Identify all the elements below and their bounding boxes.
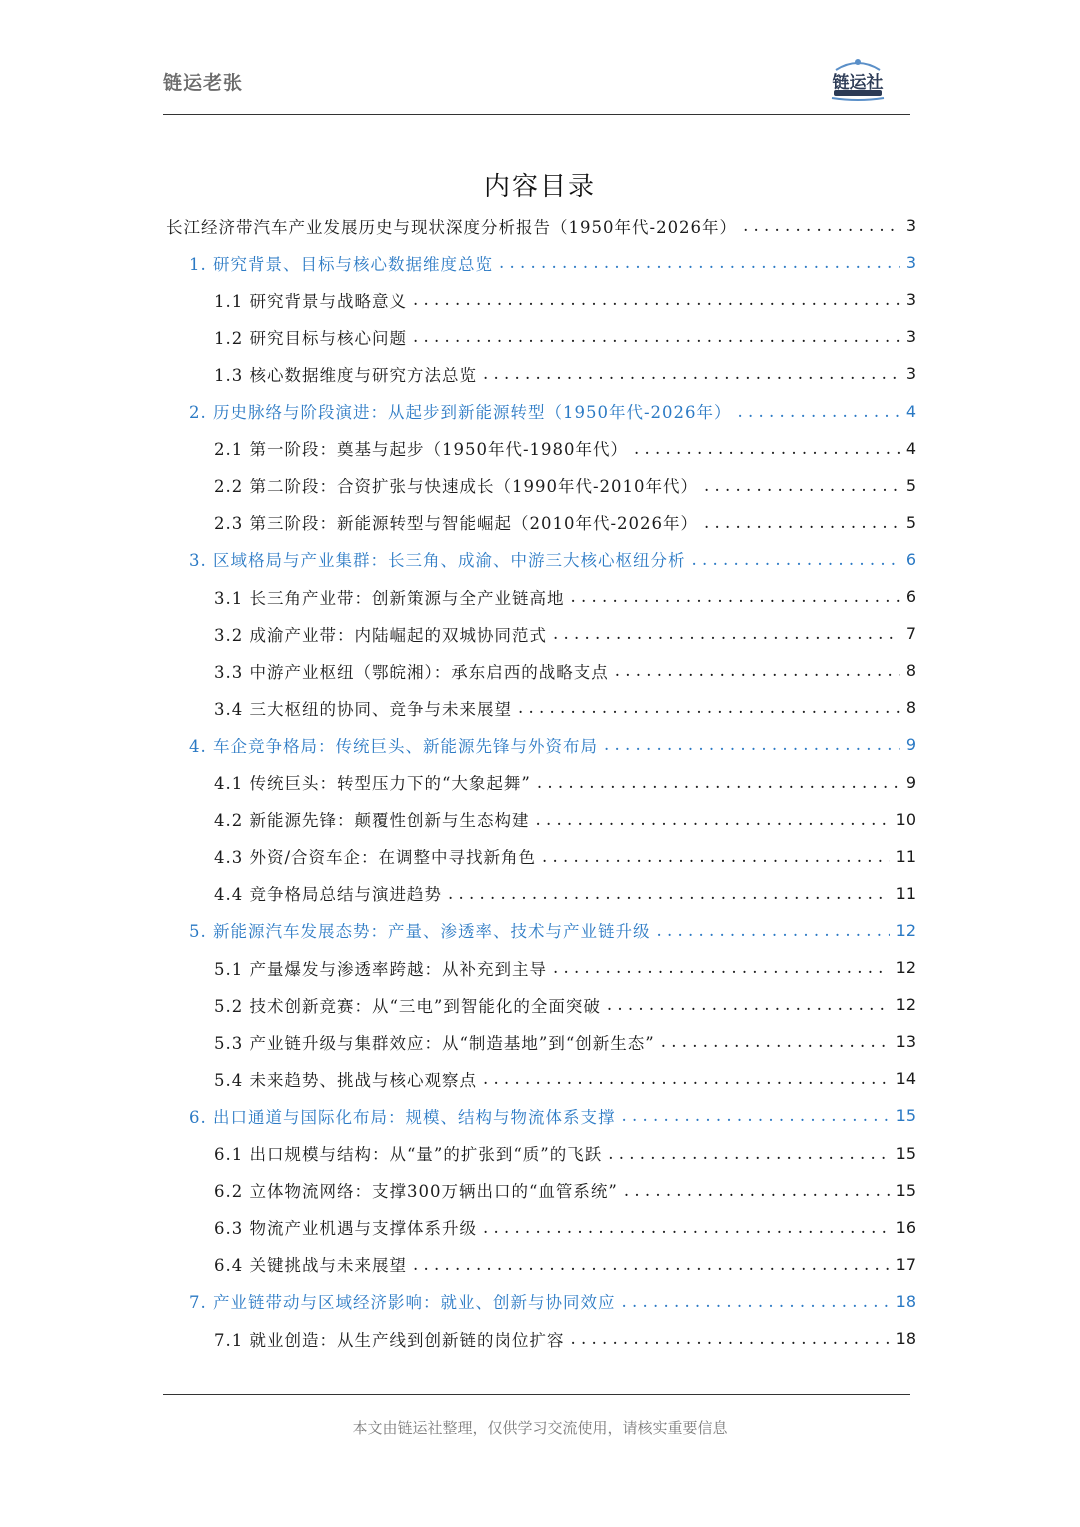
toc-entry-title: 4.4 竞争格局总结与演进趋势 (214, 885, 442, 905)
toc-leader-dots (608, 1144, 889, 1163)
logo-text: 链运社 (832, 73, 884, 93)
toc-entry-page: 10 (895, 809, 916, 829)
toc-entry[interactable] (214, 1023, 916, 1060)
toc-entry-page: 15 (895, 1180, 916, 1200)
toc-leader-dots (542, 847, 890, 866)
toc-leader-dots (622, 1292, 890, 1311)
toc-entry-title: 1.1 研究背景与战略意义 (214, 291, 407, 311)
logo (826, 56, 890, 102)
toc-entry-title: 6.4 关键挑战与未来展望 (214, 1256, 407, 1276)
toc-entry[interactable] (214, 1246, 916, 1283)
toc-leader-dots (571, 587, 900, 606)
toc-leader-dots (448, 884, 890, 903)
toc-entry-page: 3 (905, 364, 916, 384)
footer-note: 本文由链运社整理，仅供学习交流使用，请核实重要信息 (352, 1419, 728, 1437)
toc-entry-page: 6 (905, 549, 916, 569)
toc-entry-page: 3 (905, 253, 916, 273)
toc-entry-page: 7 (905, 624, 916, 644)
toc-leader-dots (704, 476, 900, 495)
toc-leader-dots (743, 216, 900, 235)
toc-leader-dots (553, 624, 900, 643)
toc-entry[interactable] (214, 875, 916, 912)
toc-entry[interactable] (214, 1320, 916, 1357)
toc-leader-dots (622, 1106, 890, 1125)
toc-entry[interactable] (214, 1209, 916, 1246)
toc-entry-page: 11 (895, 883, 916, 903)
toc-entry-page: 9 (905, 735, 916, 755)
toc-entry[interactable] (214, 355, 916, 392)
toc-entry-page: 4 (905, 438, 916, 458)
toc-entry-page: 4 (905, 401, 916, 421)
toc-leader-dots (692, 550, 900, 569)
toc-leader-dots (518, 698, 900, 717)
toc-entry[interactable] (189, 912, 916, 949)
toc-entry-page: 14 (895, 1069, 916, 1089)
toc-leader-dots (553, 958, 890, 977)
toc-entry-title: 2.2 第二阶段：合资扩张与快速成长（1990年代-2010年代） (214, 477, 699, 497)
toc-entry[interactable] (189, 393, 916, 430)
toc-leader-dots (624, 1181, 890, 1200)
toc-entry[interactable] (214, 615, 916, 652)
toc-entry-title: 5.4 未来趋势、挑战与核心观察点 (214, 1070, 477, 1090)
toc-leader-dots (483, 1218, 890, 1237)
toc-entry-title: 3.2 成渝产业带：内陆崛起的双城协同范式 (214, 625, 547, 645)
toc-entry-page: 5 (905, 512, 916, 532)
toc-entry-page: 8 (905, 698, 916, 718)
toc-entry[interactable] (189, 1283, 916, 1320)
toc-leader-dots (413, 327, 900, 346)
toc-entry-page: 6 (905, 587, 916, 606)
toc-entry-title: 长江经济带汽车产业发展历史与现状深度分析报告（1950年代-2026年） (166, 217, 738, 237)
toc-entry[interactable] (189, 541, 916, 578)
toc-leader-dots (634, 439, 900, 458)
toc-entry-page: 15 (895, 1143, 916, 1163)
toc-leader-dots (704, 513, 900, 532)
toc-entry-page: 13 (895, 1032, 916, 1052)
toc-entry-page: 12 (895, 920, 916, 940)
toc-entry-title: 2.3 第三阶段：新能源转型与智能崛起（2010年代-2026年） (214, 514, 699, 534)
toc-leader-dots (413, 290, 900, 309)
toc-entry[interactable] (214, 430, 916, 467)
toc-entry-page: 18 (895, 1291, 916, 1311)
brand-name: 链运老张 (163, 72, 244, 94)
page-header (0, 0, 1080, 116)
toc-entry[interactable] (189, 726, 916, 763)
toc-entry-page: 5 (905, 475, 916, 495)
toc-entry-title: 1.3 核心数据维度与研究方法总览 (214, 365, 477, 385)
toc-entry-title: 7. 产业链带动与区域经济影响：就业、创新与协同效应 (189, 1293, 616, 1313)
toc-entry-title: 2. 历史脉络与阶段演进：从起步到新能源转型（1950年代-2026年） (189, 403, 732, 422)
toc-entry-title: 3.1 长三角产业带：创新策源与全产业链高地 (214, 588, 565, 608)
toc-entry-title: 1. 研究背景、目标与核心数据维度总览 (189, 254, 493, 274)
toc-entry-title: 4.1 传统巨头：转型压力下的“大象起舞” (214, 774, 531, 793)
toc-entry[interactable] (214, 801, 916, 838)
toc-entry-page: 3 (905, 216, 916, 235)
toc-entry-title: 4.2 新能源先锋：颠覆性创新与生态构建 (214, 811, 530, 831)
toc-entry[interactable] (214, 689, 916, 726)
toc-entry-page: 3 (905, 327, 916, 347)
footer-divider (163, 1394, 910, 1395)
toc-leader-dots (536, 810, 890, 829)
toc-leader-dots (571, 1329, 890, 1348)
toc-entry-title: 1.2 研究目标与核心问题 (214, 328, 407, 348)
toc-entry-title: 4. 车企竞争格局：传统巨头、新能源先锋与外资布局 (189, 736, 598, 756)
toc-entry[interactable] (214, 1135, 916, 1172)
toc-entry[interactable] (214, 764, 916, 801)
toc-leader-dots (483, 364, 900, 383)
toc-entry-title: 3.4 三大枢纽的协同、竞争与未来展望 (214, 699, 512, 719)
toc-entry-title: 4.3 外资/合资车企：在调整中寻找新角色 (214, 848, 537, 868)
toc-entry-page: 18 (895, 1329, 916, 1348)
toc-entry[interactable] (214, 949, 916, 986)
toc-entry[interactable] (214, 467, 916, 504)
toc-entry-page: 12 (895, 995, 916, 1015)
toc-entry[interactable] (214, 652, 916, 689)
toc-entry[interactable] (214, 504, 916, 541)
toc-entry-title: 6.1 出口规模与结构：从“量”的扩张到“质”的飞跃 (214, 1145, 603, 1164)
toc-entry-page: 17 (895, 1254, 916, 1274)
toc-entry-title: 6.3 物流产业机遇与支撑体系升级 (214, 1219, 477, 1239)
toc-entry[interactable] (214, 318, 916, 355)
toc-entry-page: 11 (895, 846, 916, 866)
toc-entry-page: 8 (905, 661, 916, 681)
toc-leader-dots (537, 773, 900, 792)
toc-entry-title: 6.2 立体物流网络：支撑300万辆出口的“血管系统” (214, 1182, 618, 1202)
toc-entry-page: 9 (905, 772, 916, 792)
toc-entry-title: 2.1 第一阶段：奠基与起步（1950年代-1980年代） (214, 440, 629, 460)
toc-entry-title: 3. 区域格局与产业集群：长三角、成渝、中游三大核心枢纽分析 (189, 551, 686, 571)
toc-entry-page: 3 (905, 290, 916, 310)
toc-entry[interactable] (189, 1097, 916, 1134)
toc-leader-dots (657, 921, 890, 940)
toc-entry[interactable] (214, 986, 916, 1023)
header-divider (163, 114, 910, 115)
toc-title: 内容目录 (483, 172, 596, 202)
toc-entry-title: 5.3 产业链升级与集群效应：从“制造基地”到“创新生态” (214, 1033, 655, 1053)
toc-entry[interactable] (214, 1172, 916, 1209)
toc-leader-dots (615, 661, 900, 680)
toc-leader-dots (607, 995, 890, 1014)
toc-entry-page: 16 (895, 1217, 916, 1237)
toc-entry[interactable] (214, 281, 916, 318)
toc-entry-title: 6. 出口通道与国际化布局：规模、结构与物流体系支撑 (189, 1107, 616, 1127)
toc-leader-dots (483, 1069, 890, 1088)
toc-entry-page: 12 (895, 958, 916, 977)
toc-leader-dots (499, 253, 900, 272)
toc-entry-page: 15 (895, 1106, 916, 1126)
toc-leader-dots (738, 402, 900, 421)
toc-entry-title: 5.1 产量爆发与渗透率跨越：从补充到主导 (214, 959, 547, 979)
toc-entry-title: 7.1 就业创造：从生产线到创新链的岗位扩容 (214, 1330, 565, 1350)
toc-leader-dots (604, 735, 900, 754)
toc-entry-title: 3.3 中游产业枢纽（鄂皖湘）：承东启西的战略支点 (214, 662, 609, 682)
toc-entry-title: 5. 新能源汽车发展态势：产量、渗透率、技术与产业链升级 (189, 922, 651, 942)
toc-leader-dots (413, 1255, 890, 1274)
toc-entry[interactable] (214, 578, 916, 615)
toc-leader-dots (661, 1032, 890, 1051)
toc-entry (166, 207, 916, 244)
toc-entry[interactable] (189, 244, 916, 281)
toc-entry[interactable] (214, 1060, 916, 1097)
toc-entry-title: 5.2 技术创新竞赛：从“三电”到智能化的全面突破 (214, 996, 601, 1016)
toc-entry[interactable] (214, 838, 916, 875)
